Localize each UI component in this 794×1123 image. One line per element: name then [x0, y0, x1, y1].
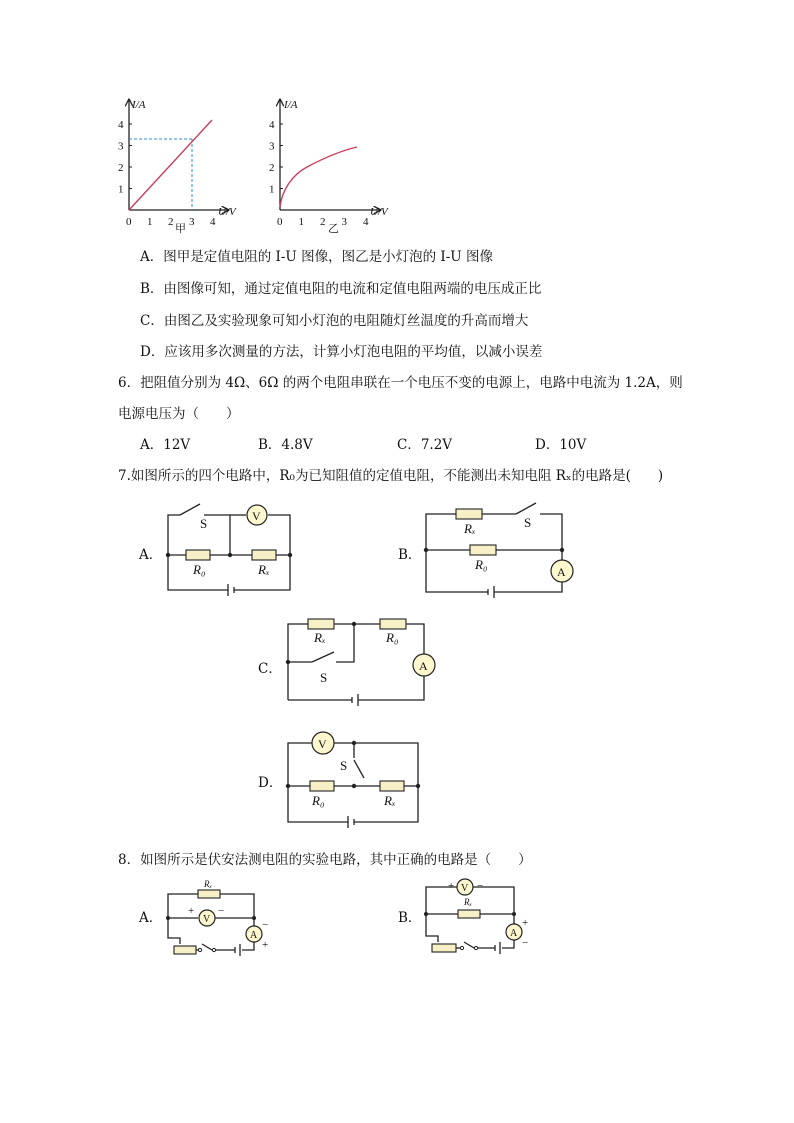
y-tick-label: 4 [269, 119, 275, 131]
resistor-r0 [380, 619, 406, 629]
q7-label-b: B． [398, 547, 422, 563]
x-tick-label: 4 [363, 216, 369, 228]
resistor-rx [308, 619, 334, 629]
rx-label: Rₓ [258, 562, 270, 577]
x-tick-label: 4 [210, 216, 216, 228]
voltmeter-label: V [461, 883, 469, 894]
ammeter-label: A [557, 565, 566, 579]
q6-option-d: D．10V [535, 437, 587, 453]
resistor-r0 [186, 550, 210, 560]
q6-option-c: C．7.2V [397, 437, 453, 453]
minus-sign: − [262, 919, 269, 931]
switch [464, 942, 474, 948]
minus-sign: − [522, 937, 529, 949]
q5-option-c: C．由图乙及实验现象可知小灯泡的电阻随灯丝温度的升高而增大 [140, 313, 529, 329]
plus-sign: + [262, 939, 269, 951]
graph-yi [262, 95, 402, 240]
x-tick-label: 0 [277, 216, 283, 228]
resistor-rx [198, 890, 220, 898]
x-tick-label: 3 [341, 216, 347, 228]
r0-label: R₀ [475, 557, 488, 572]
rheostat [174, 946, 196, 954]
q7-circuit-a [160, 500, 300, 600]
q7-stem: 7.如图所示的四个电路中，R₀为已知阻值的定值电阻，不能测出未知电阻 Rₓ的电路是( ) [118, 468, 664, 484]
rx-label: Rₓ [204, 879, 213, 889]
q8-circuit-b [420, 876, 540, 966]
q6-option-b: B．4.8V [258, 437, 313, 453]
graph-caption: 甲 [175, 223, 186, 235]
x-tick-label: 3 [189, 216, 195, 228]
switch [202, 944, 212, 950]
x-tick-label: 0 [126, 216, 132, 228]
q8-label-a: A． [139, 910, 163, 926]
q5-option-b: B．由图像可知，通过定值电阻的电流和定值电阻两端的电压成正比 [140, 281, 542, 297]
rx-label: Rₓ [314, 630, 326, 645]
q6-option-a: A．12V [140, 437, 191, 453]
switch [354, 760, 364, 778]
rx-label: Rₓ [464, 897, 473, 907]
switch-label: S [524, 515, 532, 530]
resistor-rx [380, 781, 404, 791]
q6-stem-line2: 电源电压为（ ） [118, 406, 240, 422]
q7-circuit-d [282, 728, 432, 838]
switch [516, 503, 536, 514]
q7-label-c: C． [258, 661, 282, 677]
resistor-r0 [470, 545, 496, 555]
rx-label: Rₓ [384, 793, 396, 808]
y-tick-label: 1 [118, 183, 124, 196]
x-tick-label: 1 [298, 216, 304, 228]
q7-circuit-b [420, 500, 580, 610]
y-tick-label: 3 [269, 140, 275, 153]
q8-label-b: B． [398, 910, 422, 926]
ammeter-label: A [419, 659, 428, 673]
ammeter-label: A [250, 930, 258, 941]
q8-circuit-a [162, 878, 282, 963]
switch-label: S [320, 670, 328, 685]
q7-label-d: D． [258, 775, 283, 791]
voltmeter-label: V [318, 737, 327, 751]
voltmeter-label: V [203, 914, 211, 925]
resistor-rx [456, 509, 482, 519]
q7-circuit-c [282, 612, 442, 722]
q6-stem-line1: 6．把阻值分别为 4Ω、6Ω 的两个电阻串联在一个电压不变的电源上，电路中电流为 1.2A，则 [118, 375, 683, 391]
y-tick-label: 2 [118, 162, 124, 174]
graph-caption: 乙 [328, 223, 339, 235]
graph-jia [110, 95, 240, 240]
resistor-rx [458, 910, 480, 918]
x-tick-label: 2 [168, 216, 174, 228]
resistor-r0 [310, 781, 334, 791]
r0-label: R₀ [193, 562, 206, 577]
plus-sign: + [448, 880, 455, 892]
q8-stem: 8．如图所示是伏安法测电阻的实验电路，其中正确的电路是（ ） [118, 852, 532, 868]
switch-label: S [200, 516, 208, 531]
rheostat [432, 944, 456, 952]
r0-label: R₀ [312, 793, 325, 808]
y-axis-label: I/A [132, 99, 146, 111]
y-tick-label: 2 [269, 162, 275, 174]
q5-option-d: D．应该用多次测量的方法，计算小灯泡电阻的平均值，以减小误差 [140, 344, 543, 360]
x-tick-label: 2 [320, 216, 326, 228]
switch [312, 652, 334, 662]
x-tick-label: 1 [147, 216, 153, 228]
x-axis-label: U/V [370, 206, 388, 218]
y-tick-label: 3 [118, 140, 124, 153]
ammeter-label: A [510, 928, 518, 939]
series-line-resistor [129, 120, 212, 210]
minus-sign: − [477, 880, 484, 892]
minus-sign: − [218, 905, 225, 917]
plus-sign: + [188, 905, 195, 917]
r0-label: R₀ [386, 630, 399, 645]
switch [180, 504, 200, 515]
voltmeter-label: V [252, 509, 261, 523]
switch-label: S [340, 758, 348, 773]
y-axis-label: I/A [284, 99, 298, 111]
q7-label-a: A． [139, 547, 163, 563]
series-curve-bulb [280, 147, 357, 207]
resistor-rx [252, 550, 276, 560]
rx-label: Rₓ [464, 521, 476, 536]
plus-sign: + [522, 917, 529, 929]
y-tick-label: 1 [269, 183, 275, 196]
y-tick-label: 4 [118, 119, 124, 131]
x-axis-label: U/V [218, 206, 236, 218]
q5-option-a: A．图甲是定值电阻的 I-U 图像，图乙是小灯泡的 I-U 图像 [140, 249, 493, 265]
